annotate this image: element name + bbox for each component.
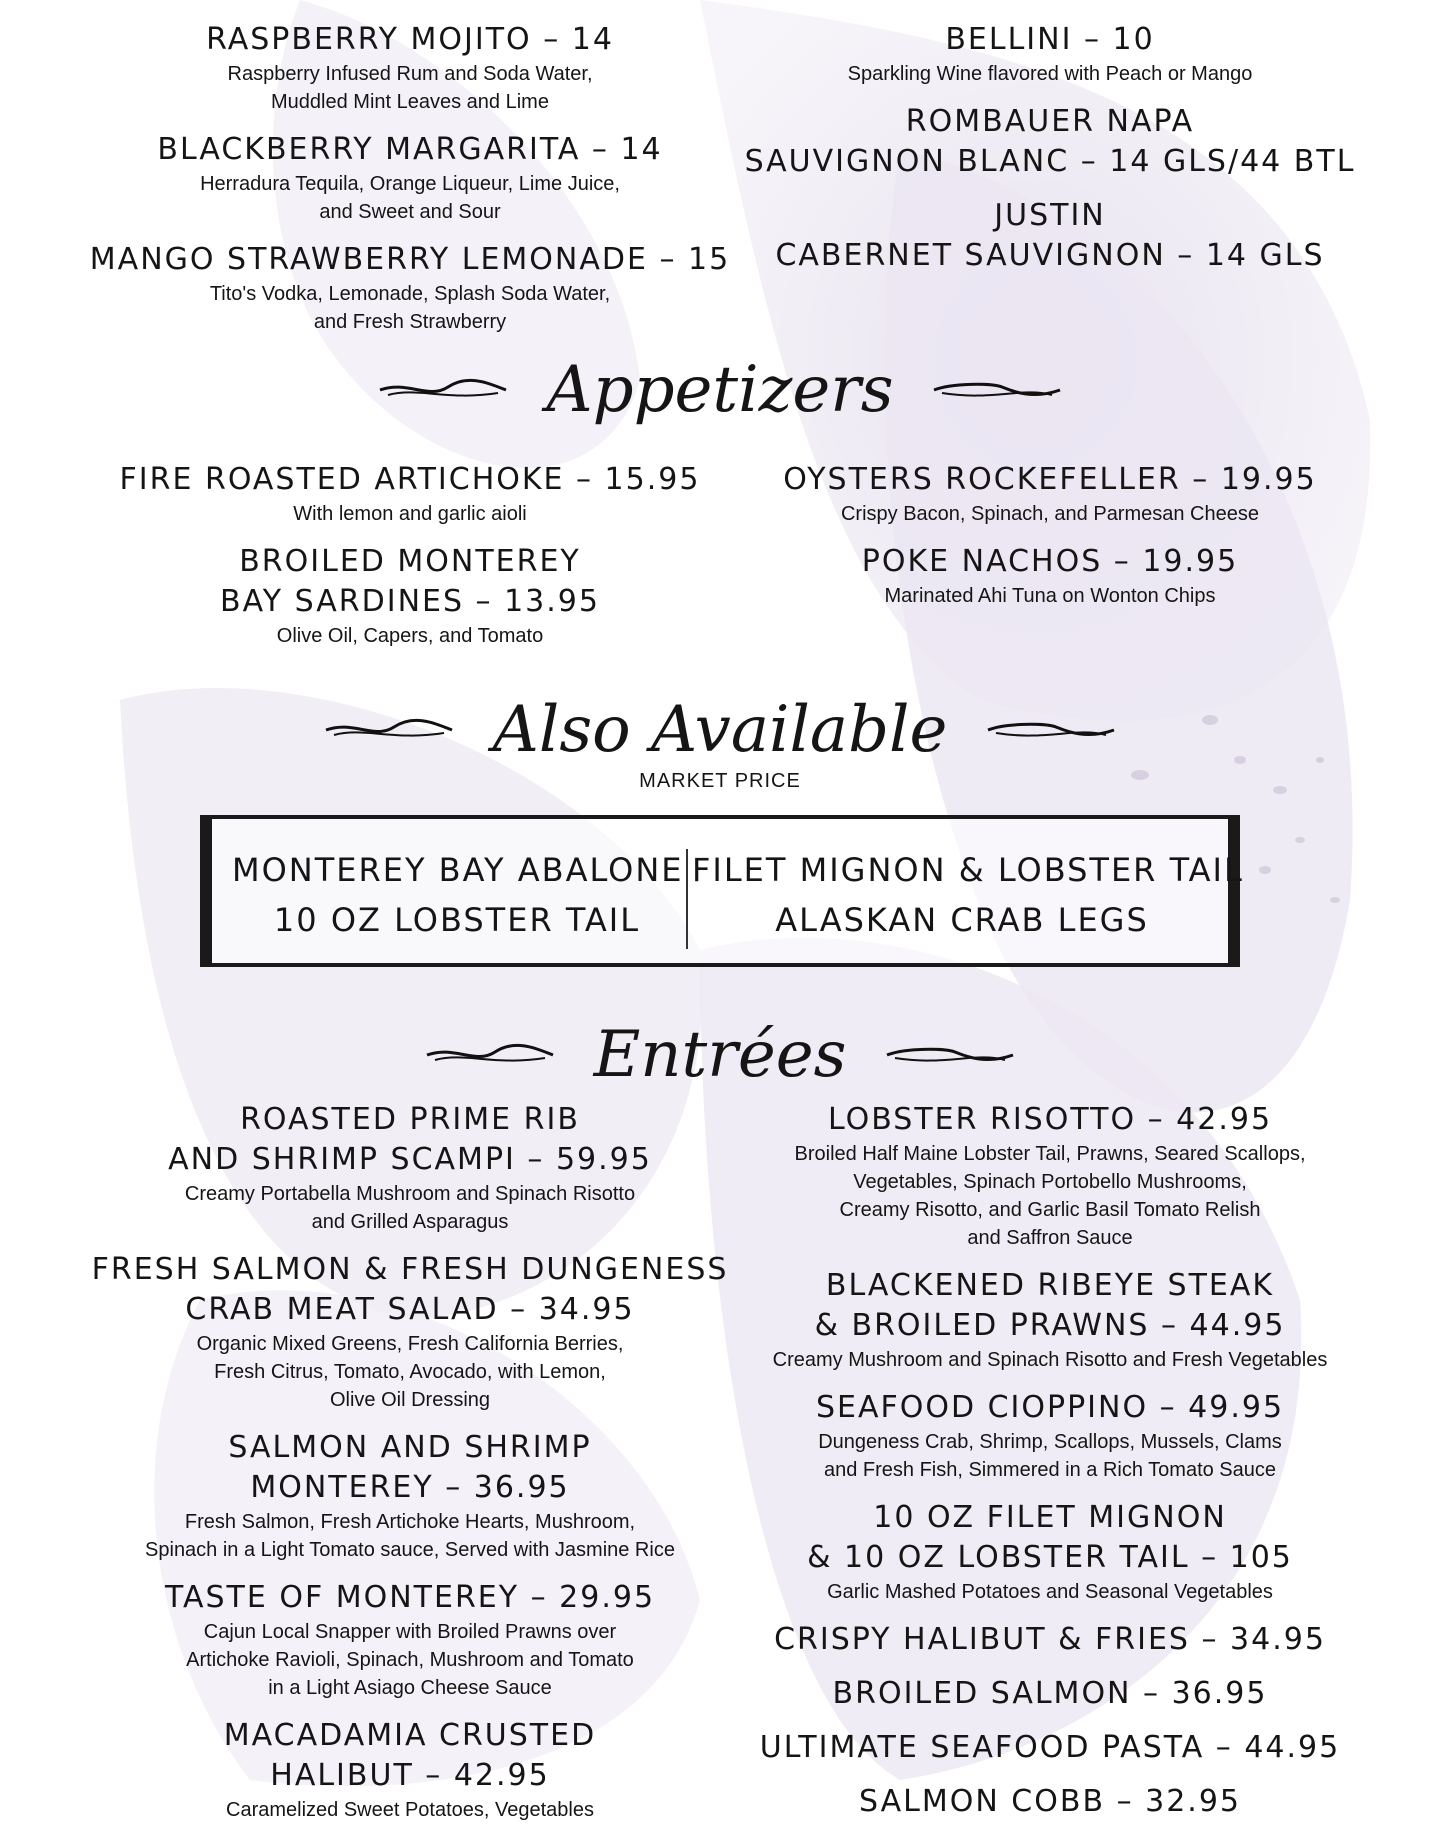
item-name: BROILED MONTEREY bbox=[239, 544, 581, 579]
flourish-left-icon bbox=[425, 1040, 555, 1070]
item-name: SAUVIGNON BLANC – 14 GLS/44 BTL bbox=[744, 144, 1356, 179]
menu-item bbox=[740, 1782, 1360, 1822]
item-name: BLACKENED RIBEYE STEAK bbox=[825, 1268, 1275, 1303]
menu-item bbox=[740, 20, 1360, 88]
item-name: SALMON AND SHRIMP bbox=[228, 1430, 592, 1465]
item-desc: Herradura Tequila, Orange Liqueur, Lime Juice, bbox=[200, 173, 620, 195]
item-name: CRAB MEAT SALAD – 34.95 bbox=[185, 1292, 635, 1327]
flourish-right-icon bbox=[932, 375, 1062, 405]
also-available-box bbox=[200, 815, 1244, 967]
item-name: TASTE OF MONTEREY – 29.95 bbox=[164, 1580, 656, 1615]
menu-item bbox=[80, 130, 740, 226]
item-name: ROASTED PRIME RIB bbox=[240, 1102, 580, 1137]
item-name: SALMON COBB – 32.95 bbox=[859, 1784, 1241, 1819]
box-right-items bbox=[692, 845, 1244, 945]
item-desc: Artichoke Ravioli, Spinach, Mushroom and Tomato bbox=[186, 1649, 634, 1671]
menu-item bbox=[740, 460, 1360, 528]
box-item: FILET MIGNON & LOBSTER TAIL bbox=[692, 851, 1244, 889]
item-name: SEAFOOD CIOPPINO – 49.95 bbox=[815, 1390, 1285, 1425]
appetizers-right-column bbox=[740, 460, 1360, 624]
item-desc: Vegetables, Spinach Portobello Mushrooms, bbox=[853, 1171, 1247, 1193]
item-name: MANGO STRAWBERRY LEMONADE – 15 bbox=[89, 242, 731, 277]
item-name: & 10 OZ LOBSTER TAIL – 105 bbox=[807, 1540, 1293, 1575]
item-name: ROMBAUER NAPA bbox=[905, 104, 1195, 139]
menu-item bbox=[740, 542, 1360, 610]
item-desc: and Fresh Strawberry bbox=[313, 311, 507, 333]
item-desc: Fresh Citrus, Tomato, Avocado, with Lemon, bbox=[214, 1361, 606, 1383]
item-desc: Crispy Bacon, Spinach, and Parmesan Cheese bbox=[840, 503, 1259, 525]
entrees-heading bbox=[0, 1010, 1440, 1095]
box-item: 10 OZ LOBSTER TAIL bbox=[273, 901, 641, 939]
box-item: MONTEREY BAY ABALONE bbox=[232, 851, 684, 889]
item-desc: Olive Oil Dressing bbox=[329, 1389, 491, 1411]
menu-item bbox=[740, 1388, 1360, 1484]
appetizers-left-column bbox=[80, 460, 740, 664]
menu-item bbox=[80, 1100, 740, 1236]
menu-item bbox=[80, 1578, 740, 1702]
item-desc: in a Light Asiago Cheese Sauce bbox=[268, 1677, 552, 1699]
item-name: MONTEREY – 36.95 bbox=[250, 1470, 570, 1505]
menu-item bbox=[80, 542, 740, 650]
menu-item bbox=[80, 1428, 740, 1564]
box-item: ALASKAN CRAB LEGS bbox=[775, 901, 1149, 939]
item-desc: and Fresh Fish, Simmered in a Rich Tomato Sauce bbox=[823, 1459, 1277, 1481]
item-desc: Creamy Risotto, and Garlic Basil Tomato Relish bbox=[839, 1199, 1261, 1221]
item-desc: Raspberry Infused Rum and Soda Water, bbox=[227, 63, 593, 85]
section-title: Entrées bbox=[593, 1017, 847, 1092]
menu-item bbox=[80, 1250, 740, 1414]
section-title: Appetizers bbox=[546, 352, 894, 427]
item-desc: With lemon and garlic aioli bbox=[293, 503, 527, 525]
item-desc: and Sweet and Sour bbox=[319, 201, 501, 223]
flourish-left-icon bbox=[324, 715, 454, 745]
item-name: & BROILED PRAWNS – 44.95 bbox=[814, 1308, 1286, 1343]
item-desc: Spinach in a Light Tomato sauce, Served with Jasmine Rice bbox=[145, 1539, 675, 1561]
drinks-right-column bbox=[740, 20, 1360, 290]
drinks-left-column bbox=[80, 20, 740, 350]
menu-item bbox=[740, 1620, 1360, 1660]
item-desc: Marinated Ahi Tuna on Wonton Chips bbox=[884, 585, 1216, 607]
item-desc: and Grilled Asparagus bbox=[311, 1211, 509, 1233]
menu-item bbox=[740, 1266, 1360, 1374]
flourish-left-icon bbox=[378, 375, 508, 405]
item-name: CRISPY HALIBUT & FRIES – 34.95 bbox=[774, 1622, 1326, 1657]
item-desc: Sparkling Wine flavored with Peach or Mango bbox=[847, 63, 1253, 85]
item-desc: Muddled Mint Leaves and Lime bbox=[271, 91, 549, 113]
item-name: HALIBUT – 42.95 bbox=[270, 1758, 550, 1793]
menu-item bbox=[740, 196, 1360, 276]
item-desc: Creamy Portabella Mushroom and Spinach Risotto bbox=[184, 1183, 636, 1205]
item-name: AND SHRIMP SCAMPI – 59.95 bbox=[168, 1142, 652, 1177]
menu-item bbox=[80, 240, 740, 336]
section-title: Also Available bbox=[492, 692, 948, 767]
item-name: LOBSTER RISOTTO – 42.95 bbox=[827, 1102, 1273, 1137]
item-name: ULTIMATE SEAFOOD PASTA – 44.95 bbox=[759, 1730, 1341, 1765]
menu-item bbox=[80, 20, 740, 116]
item-name: BAY SARDINES – 13.95 bbox=[220, 584, 600, 619]
menu-item bbox=[80, 460, 740, 528]
appetizers-heading bbox=[0, 345, 1440, 430]
menu-item bbox=[80, 1716, 740, 1824]
menu-item bbox=[740, 1728, 1360, 1768]
item-desc: Creamy Mushroom and Spinach Risotto and Fresh Vegetables bbox=[772, 1349, 1328, 1371]
item-name: FRESH SALMON & FRESH DUNGENESS bbox=[91, 1252, 729, 1287]
item-desc: Tito's Vodka, Lemonade, Splash Soda Water, bbox=[209, 283, 611, 305]
flourish-right-icon bbox=[885, 1040, 1015, 1070]
item-name: RASPBERRY MOJITO – 14 bbox=[206, 22, 614, 57]
item-desc: Fresh Salmon, Fresh Artichoke Hearts, Mushroom, bbox=[184, 1511, 636, 1533]
item-desc: and Saffron Sauce bbox=[967, 1227, 1133, 1249]
box-divider bbox=[686, 849, 688, 949]
item-name: BLACKBERRY MARGARITA – 14 bbox=[157, 132, 663, 167]
also-available-heading bbox=[0, 685, 1440, 770]
menu-item bbox=[740, 1674, 1360, 1714]
flourish-right-icon bbox=[986, 715, 1116, 745]
menu-item bbox=[740, 1100, 1360, 1252]
item-desc: Organic Mixed Greens, Fresh California Berries, bbox=[196, 1333, 624, 1355]
item-desc: Broiled Half Maine Lobster Tail, Prawns, Seared Scallops, bbox=[794, 1143, 1306, 1165]
item-desc: Caramelized Sweet Potatoes, Vegetables bbox=[226, 1799, 594, 1821]
entrees-left-column bbox=[80, 1100, 740, 1838]
box-left-items bbox=[232, 845, 682, 945]
item-name: BELLINI – 10 bbox=[945, 22, 1155, 57]
item-desc: Garlic Mashed Potatoes and Seasonal Vegetables bbox=[827, 1581, 1273, 1603]
item-desc: Olive Oil, Capers, and Tomato bbox=[276, 625, 544, 647]
item-name: BROILED SALMON – 36.95 bbox=[832, 1676, 1268, 1711]
item-name: CABERNET SAUVIGNON – 14 GLS bbox=[775, 238, 1325, 273]
item-name: MACADAMIA CRUSTED bbox=[223, 1718, 597, 1753]
item-name: OYSTERS ROCKEFELLER – 19.95 bbox=[783, 462, 1317, 497]
item-desc: Dungeness Crab, Shrimp, Scallops, Mussels, Clams bbox=[818, 1431, 1282, 1453]
item-name: JUSTIN bbox=[994, 198, 1106, 233]
item-name: FIRE ROASTED ARTICHOKE – 15.95 bbox=[119, 462, 701, 497]
entrees-right-column bbox=[740, 1100, 1360, 1836]
market-price-note: MARKET PRICE bbox=[639, 770, 801, 792]
item-desc: Cajun Local Snapper with Broiled Prawns over bbox=[203, 1621, 617, 1643]
menu-item bbox=[740, 1498, 1360, 1606]
item-name: 10 OZ FILET MIGNON bbox=[873, 1500, 1227, 1535]
menu-item bbox=[740, 102, 1360, 182]
item-name: POKE NACHOS – 19.95 bbox=[861, 544, 1239, 579]
